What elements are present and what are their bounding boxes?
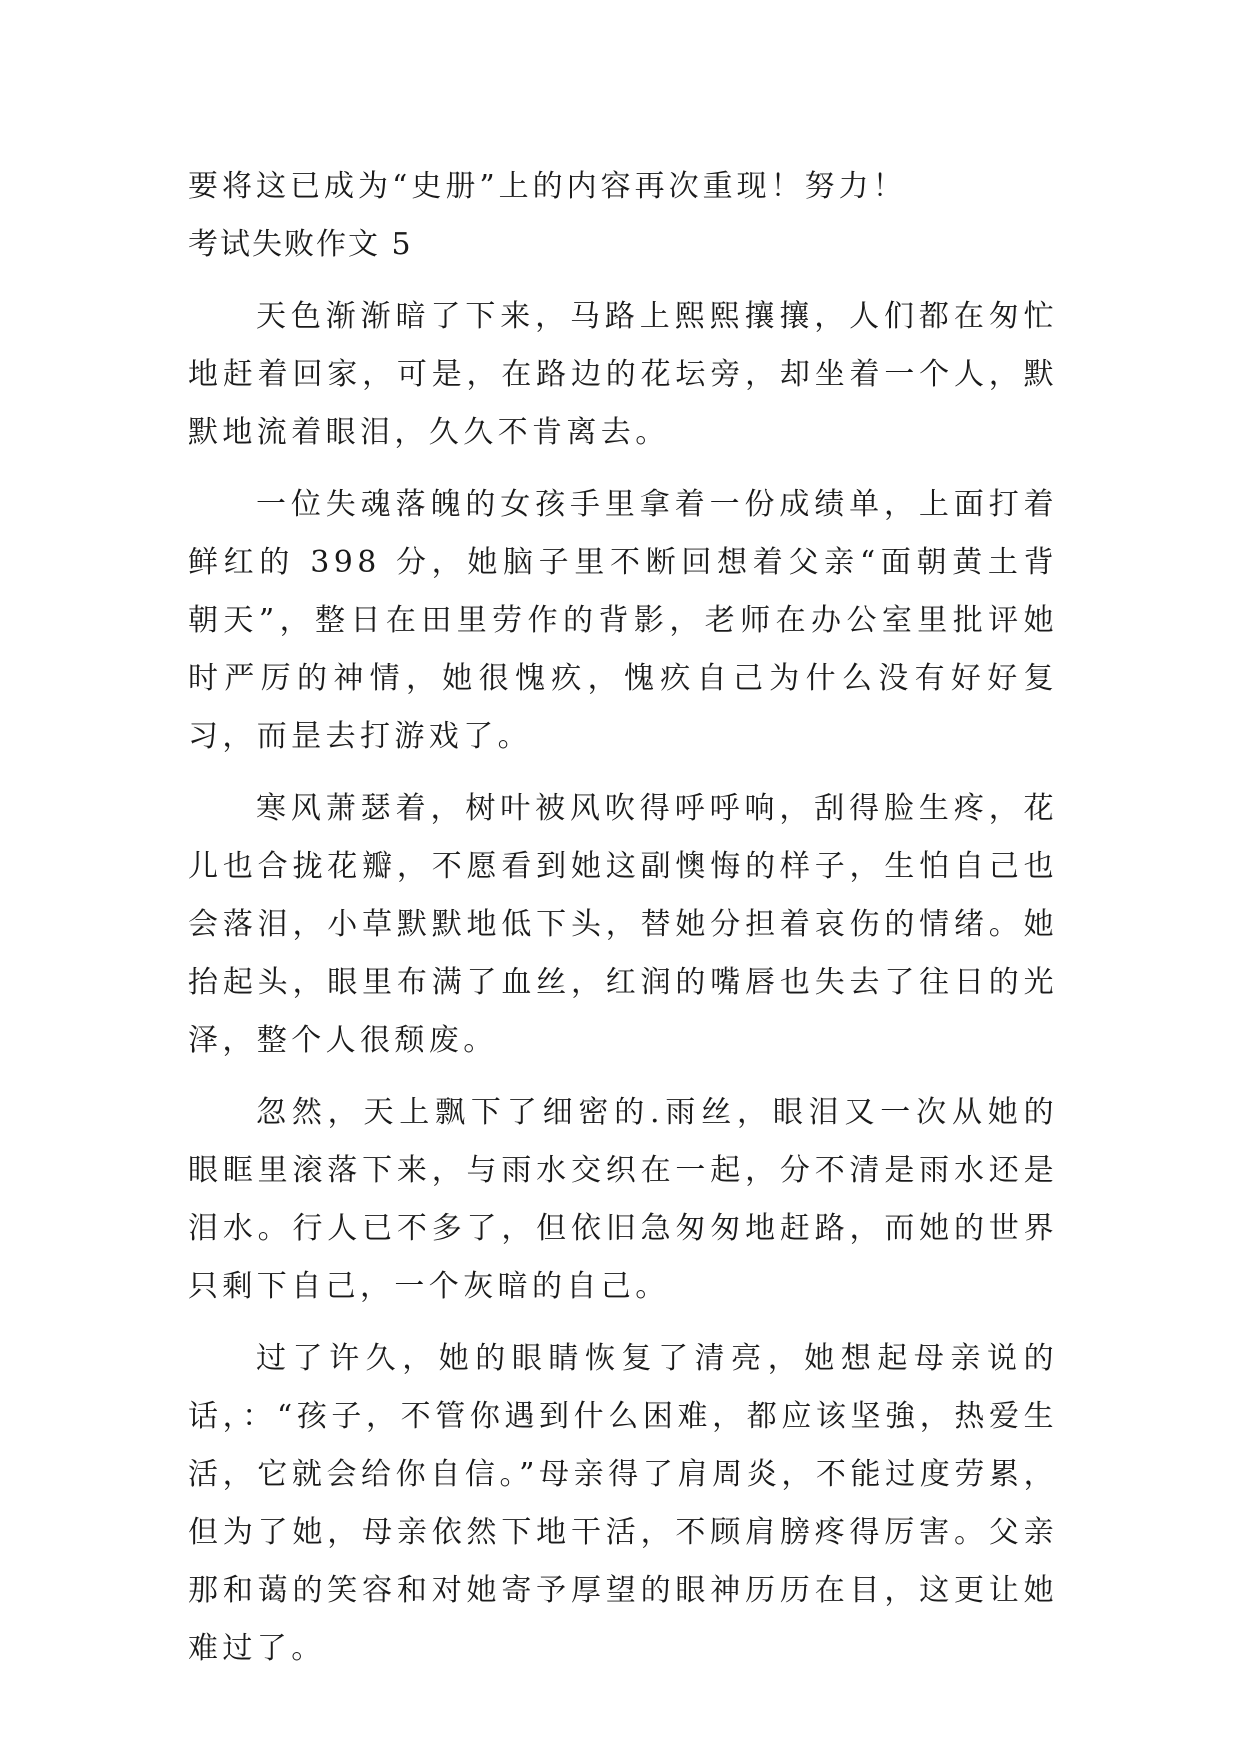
essay-title: 考试失败作文 5	[188, 227, 413, 262]
paragraph-2: 一位失魂落魄的女孩手里拿着一份成绩单，上面打着鲜红的 398 分，她脑子里不断回想着父亲“面朝黄土背朝天”，整日在田里劳作的背影，老师在办公室里批评她时严厉的神情，她很愧疚，愧疚自己为什么没有好好复习，而昰去打游戏了。	[188, 487, 1058, 754]
intro-line: 要将这已成为“史册”上的内容再次重现！努力！	[188, 169, 907, 204]
document-body	[188, 158, 1058, 1678]
paragraph-4: 忽然，天上飘下了细密的.雨丝，眼泪又一次从她的眼眶里滚落下来，与雨水交织在一起，分不清是雨水还是泪水。行人已不多了，但依旧急匆匆地赶路，而她的世界只剩下自己，一个灰暗的自己。	[188, 1095, 1058, 1304]
paragraph-5: 过了许久，她的眼睛恢复了清亮，她想起母亲说的话，：“孩子，不管你遇到什么困难，都应该坚強，热爱生活，它就会给你自信。”母亲得了肩周炎，不能过度劳累，但为了她，母亲依然下地干活，不顾肩膀疼得厉害。父亲那和蔼的笑容和对她寄予厚望的眼神历历在目，这更让她难过了。	[188, 1341, 1058, 1666]
paragraph-1: 天色渐渐暗了下来，马路上熙熙攘攘，人们都在匆忙地赶着回家，可是，在路边的花坛旁，却坐着一个人，默默地流着眼泪，久久不肯离去。	[188, 299, 1058, 450]
paragraph-3: 寒风萧瑟着，树叶被风吹得呼呼响，刮得脸生疼，花儿也合拢花瓣，不愿看到她这副懊悔的样子，生怕自己也会落泪，小草默默地低下头，替她分担着哀伤的情绪。她抬起头，眼里布满了血丝，红润的嘴唇也失去了往日的光泽，整个人很颓废。	[188, 791, 1058, 1058]
